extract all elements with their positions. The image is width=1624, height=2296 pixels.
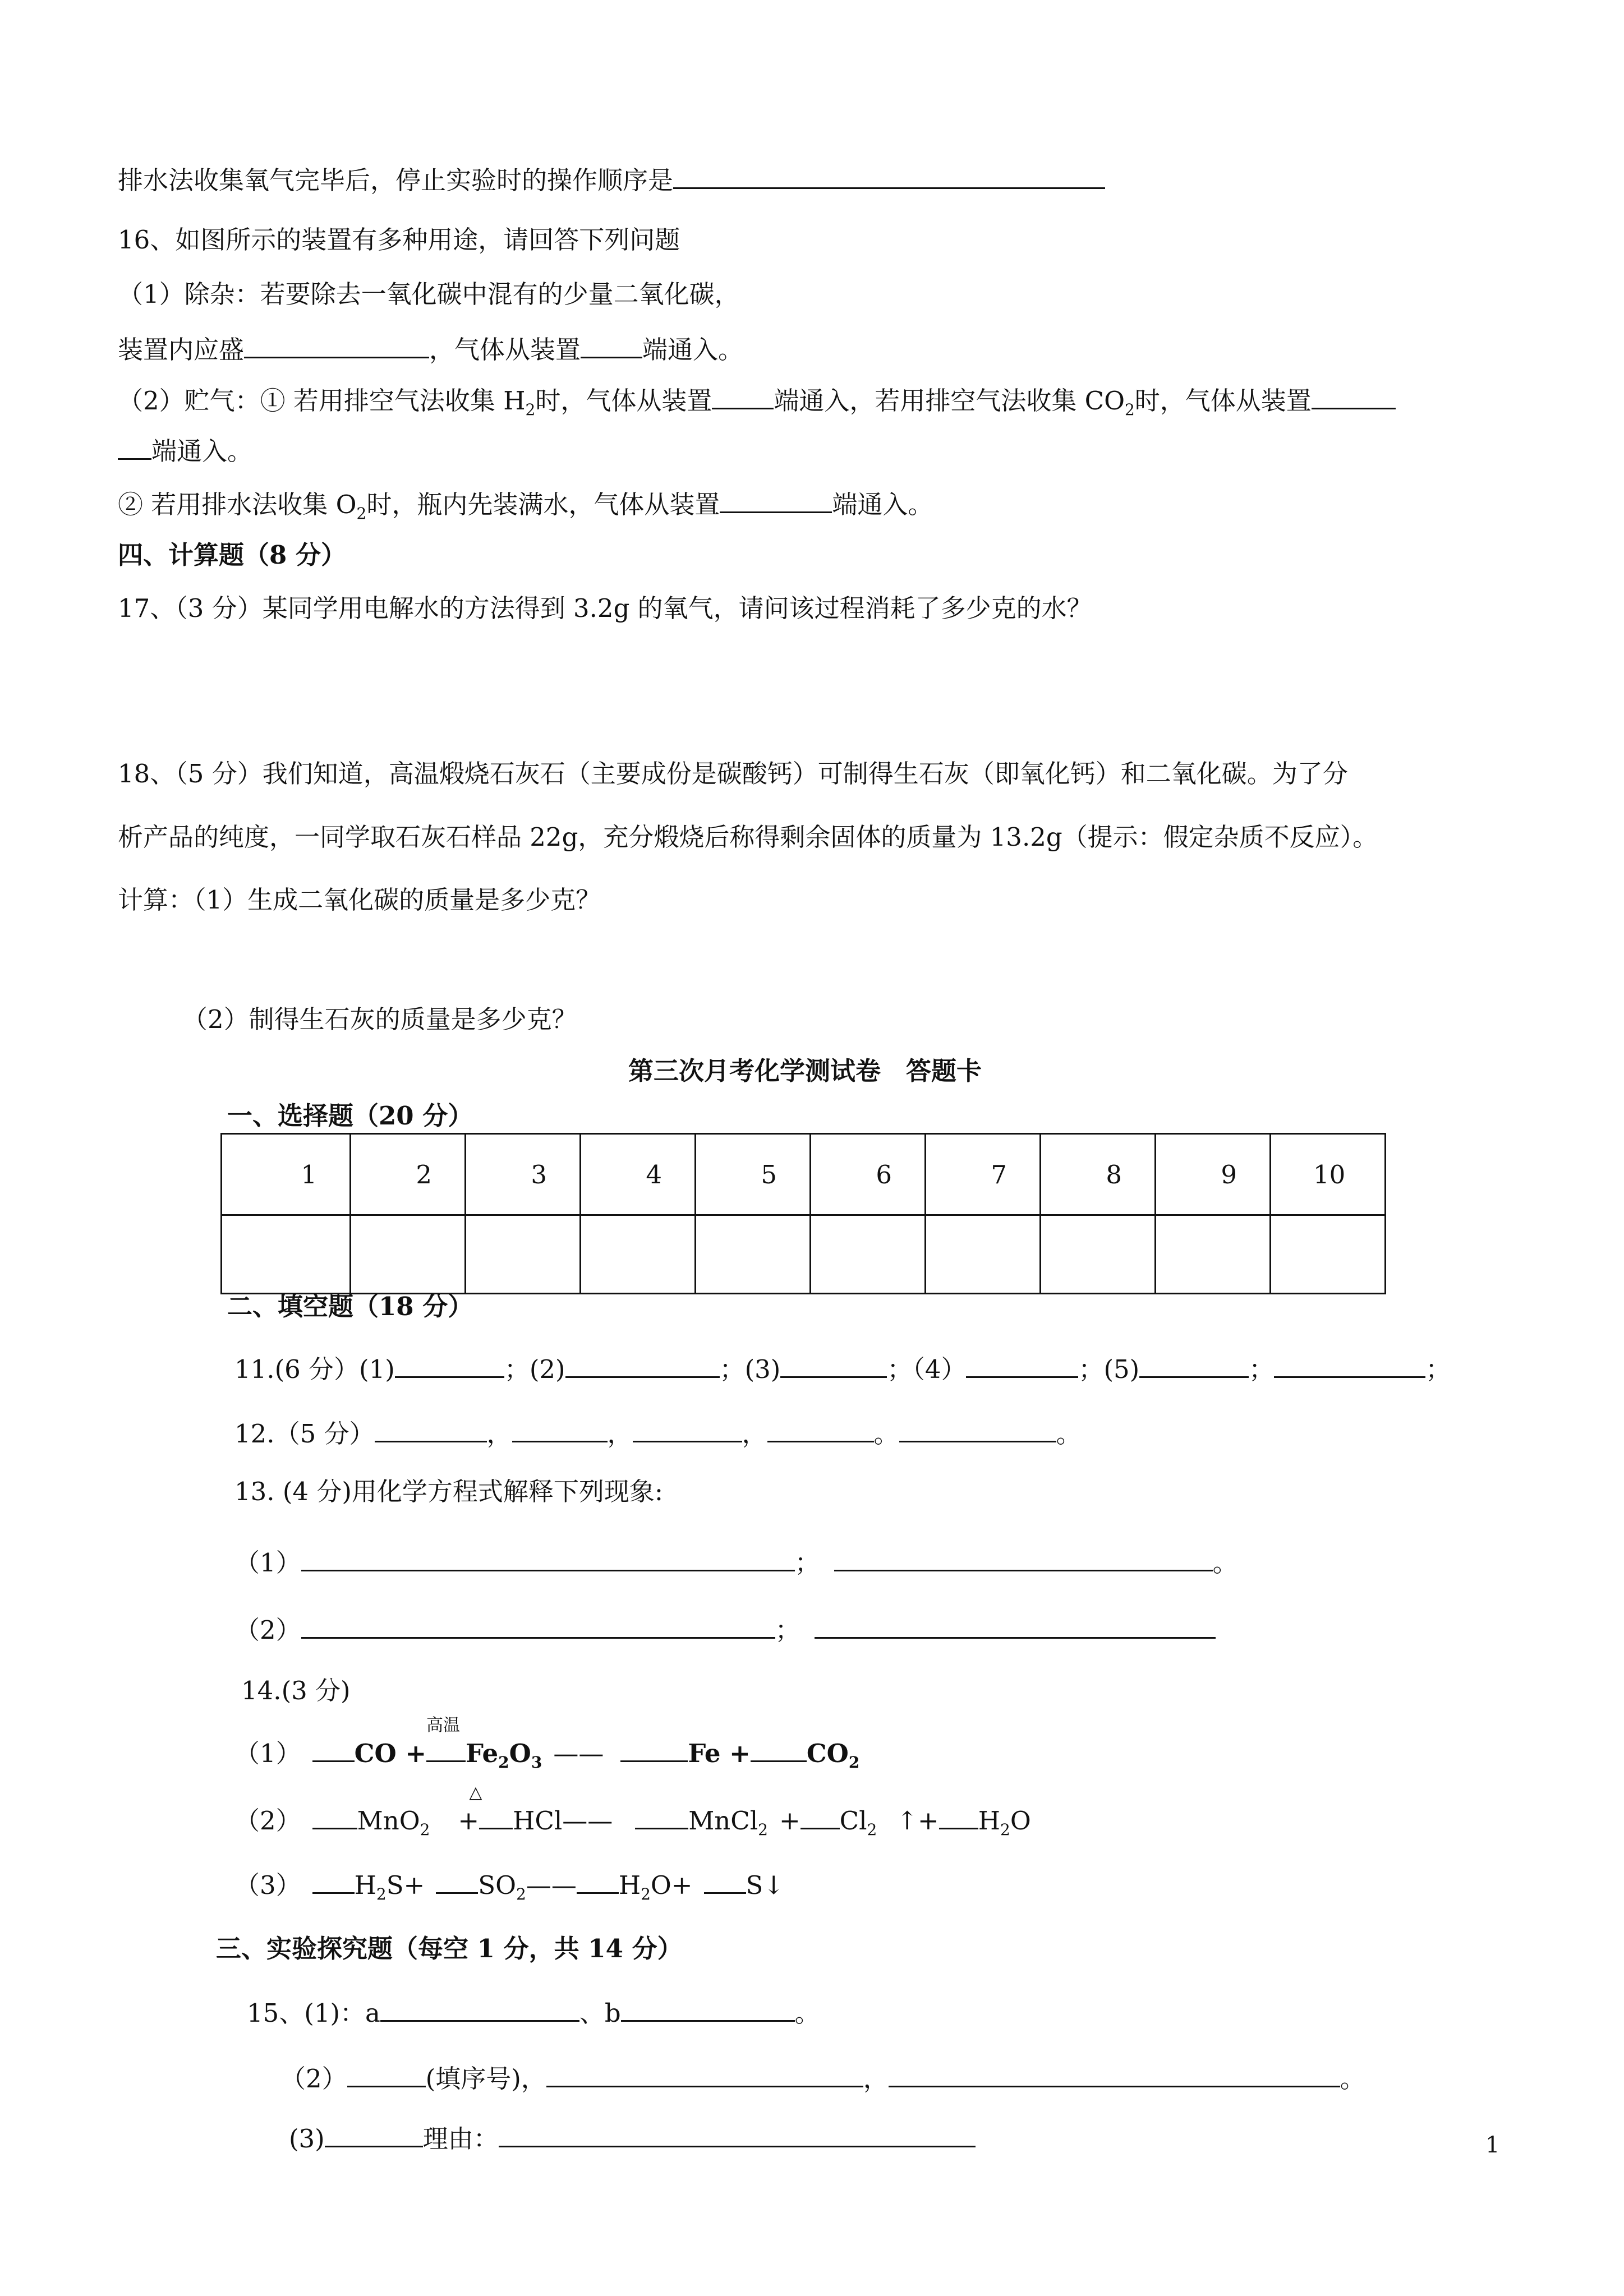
question-16-1a: （1）除杂：若要除去一氧化碳中混有的少量二氧化碳，: [118, 279, 740, 309]
answer-blank[interactable]: [565, 1352, 720, 1378]
text: O+: [650, 1870, 693, 1900]
answer-blank[interactable]: [966, 1352, 1078, 1378]
question-18d: （2）制得生石灰的质量是多少克？: [182, 1004, 577, 1034]
table-answer-row: [222, 1215, 1386, 1294]
answer-blank[interactable]: [635, 1803, 688, 1829]
question-16-2b: [118, 434, 252, 468]
text: S+: [386, 1870, 425, 1900]
text: ；(5): [1078, 1354, 1140, 1384]
answer-blank[interactable]: [751, 1736, 807, 1762]
answer-blank[interactable]: [301, 1545, 795, 1571]
text: （3）: [234, 1870, 301, 1900]
question-17: 17、（3 分）某同学用电解水的方法得到 3.2g 的氧气，请问该过程消耗了多少克的水？: [118, 593, 1092, 623]
answer-blank[interactable]: [581, 332, 642, 358]
answer-cell[interactable]: [696, 1215, 811, 1294]
text: 排水法收集氧气完毕后，停止实验时的操作顺序是: [118, 165, 674, 195]
text: MnO: [357, 1806, 420, 1836]
answer-blank[interactable]: [801, 1803, 840, 1829]
text: H: [354, 1870, 376, 1900]
text: (填序号)，: [425, 2064, 546, 2094]
text: 11.(6 分）(1): [234, 1354, 395, 1384]
text: ，: [607, 1419, 633, 1449]
text: ，: [863, 2064, 889, 2094]
text: 时，气体从装置: [1134, 386, 1312, 416]
answer-12: [234, 1416, 1082, 1451]
formula: [688, 1806, 768, 1839]
reaction-condition: △: [469, 1783, 482, 1802]
text: 时，气体从装置: [535, 386, 712, 416]
text: ；: [775, 1615, 801, 1645]
answer-blank[interactable]: [375, 1416, 487, 1442]
answer-cell[interactable]: [811, 1215, 926, 1294]
formula: [478, 1870, 526, 1903]
text: （2）: [280, 2064, 347, 2094]
answer-cell[interactable]: [1271, 1215, 1386, 1294]
text: 15、(1)：a: [247, 1998, 380, 2028]
subscript: 2: [1124, 400, 1135, 419]
table-header-cell: 3: [466, 1134, 581, 1215]
text: ；（4）: [887, 1354, 967, 1384]
text: (3): [289, 2124, 325, 2154]
table-header-cell: 4: [581, 1134, 696, 1215]
answer-13: 13. (4 分)用化学方程式解释下列现象:: [234, 1477, 664, 1506]
answer-blank[interactable]: [347, 2061, 426, 2087]
formula: [839, 1806, 877, 1839]
text: +: [779, 1806, 801, 1836]
answer-blank[interactable]: [720, 487, 832, 513]
table-header-cell: 7: [926, 1134, 1041, 1215]
answer-13-2: [234, 1612, 1216, 1647]
answer-blank[interactable]: [889, 2061, 1340, 2087]
answer-blank[interactable]: [312, 1868, 355, 1894]
text: ，: [742, 1419, 767, 1449]
text: 。: [1340, 2064, 1365, 2094]
text: ；: [1249, 1354, 1275, 1384]
table-header-cell: 10: [1271, 1134, 1386, 1215]
answer-blank[interactable]: [325, 2121, 423, 2147]
answer-15-2: [280, 2061, 1365, 2096]
formula: [618, 1870, 693, 1903]
answer-blank[interactable]: [312, 1803, 357, 1829]
answer-table: [220, 1133, 1386, 1294]
answer-blank[interactable]: [1274, 1352, 1425, 1378]
answer-cell[interactable]: [466, 1215, 581, 1294]
answer-blank[interactable]: [633, 1416, 742, 1442]
formula: [357, 1806, 430, 1839]
question-16: 16、如图所示的装置有多种用途，请回答下列问题: [118, 225, 680, 255]
formula: [466, 1739, 542, 1772]
page-number: 1: [1485, 2132, 1500, 2158]
text: 时，瓶内先装满水，气体从装置: [366, 490, 720, 519]
answer-blank[interactable]: [312, 1736, 355, 1762]
table-header-cell: 1: [222, 1134, 351, 1215]
answer-blank[interactable]: [620, 1736, 688, 1762]
text: 12.（5 分）: [234, 1419, 375, 1449]
answer-blank[interactable]: [426, 1736, 466, 1762]
text: ，气体从装置: [429, 335, 581, 365]
answer-11: [234, 1352, 1451, 1386]
text: MnCl: [688, 1806, 758, 1836]
equation-2: [234, 1783, 1031, 1839]
answer-blank[interactable]: [899, 1416, 1056, 1442]
answer-blank[interactable]: [1139, 1352, 1249, 1378]
equation-1: [234, 1716, 860, 1772]
answer-15-3: [289, 2121, 976, 2156]
question-16-2c: [118, 487, 933, 522]
formula: CO +: [354, 1739, 427, 1768]
answer-blank[interactable]: [380, 1995, 579, 2022]
text: O: [509, 1739, 531, 1768]
subscript: 2: [516, 1885, 526, 1903]
answer-blank[interactable]: [118, 434, 151, 460]
table-header-cell: 8: [1041, 1134, 1156, 1215]
section-2-heading: 二、填空题（18 分）: [227, 1292, 473, 1321]
table-header-cell: 5: [696, 1134, 811, 1215]
reaction-condition: 高温: [426, 1716, 461, 1735]
question-18a: 18、（5 分）我们知道，高温煅烧石灰石（主要成份是碳酸钙）可制得生石灰（即氧化钙）和二氧化碳。为了分: [118, 759, 1348, 789]
formula: [354, 1870, 425, 1903]
text: （2）: [234, 1806, 301, 1836]
text: ；(2): [504, 1354, 565, 1384]
text: （1）: [234, 1548, 301, 1578]
answer-blank[interactable]: [436, 1868, 478, 1894]
answer-card-title: 第三次月考化学测试卷 答题卡: [628, 1056, 982, 1086]
answer-blank[interactable]: [673, 163, 1105, 189]
question-16-1b: [118, 332, 743, 367]
answer-blank[interactable]: [939, 1803, 978, 1829]
answer-14: 14.(3 分): [241, 1676, 351, 1705]
subscript: 2: [356, 504, 367, 523]
text: 。: [1212, 1548, 1238, 1578]
answer-13-1: [234, 1545, 1238, 1580]
text: 装置内应盛: [118, 335, 245, 365]
text: 、b: [579, 1998, 621, 2028]
answer-blank[interactable]: [499, 2121, 976, 2147]
answer-cell[interactable]: [351, 1215, 466, 1294]
answer-blank[interactable]: [244, 332, 429, 358]
text: ↑+: [896, 1806, 939, 1836]
subscript: 2: [867, 1820, 877, 1839]
answer-blank[interactable]: [834, 1545, 1213, 1571]
answer-blank[interactable]: [1312, 383, 1396, 409]
section-3-heading: 三、实验探究题（每空 1 分，共 14 分）: [216, 1934, 683, 1963]
section-4-heading: 四、计算题（8 分）: [118, 540, 346, 570]
text: ；(3): [719, 1354, 781, 1384]
text: （2）: [234, 1615, 301, 1645]
answer-cell[interactable]: [1156, 1215, 1271, 1294]
arrow: ↓: [763, 1870, 785, 1900]
table-header-cell: 6: [811, 1134, 926, 1215]
subscript: 2: [641, 1885, 651, 1903]
arrow: ——: [553, 1739, 604, 1768]
question-18c: 计算：（1）生成二氧化碳的质量是多少克？: [118, 885, 601, 915]
subscript: 3: [531, 1753, 542, 1772]
question-18b: 析产品的纯度，一同学取石灰石样品 22g，充分煅烧后称得剩余固体的质量为 13.2g（提示：假定杂质不反应）。: [118, 822, 1378, 852]
question-16-2a: [118, 383, 1396, 418]
text: ② 若用排水法收集 O: [118, 490, 357, 519]
table-header-cell: 2: [351, 1134, 466, 1215]
subscript: 2: [1000, 1820, 1010, 1839]
arrow: ——: [526, 1870, 577, 1900]
answer-15-1: [247, 1995, 820, 2030]
equation-3: [234, 1868, 784, 1902]
text: ；: [1425, 1354, 1451, 1384]
answer-cell[interactable]: [581, 1215, 696, 1294]
answer-blank[interactable]: [301, 1612, 775, 1639]
text: 端通入。: [642, 335, 744, 365]
text: 端通入。: [151, 436, 253, 466]
section-1-heading: 一、选择题（20 分）: [227, 1101, 473, 1131]
formula: HCl——: [513, 1806, 613, 1836]
text: SO: [478, 1870, 516, 1900]
text: Fe: [466, 1739, 499, 1768]
subscript: 2: [420, 1820, 430, 1839]
text: 。: [1056, 1419, 1082, 1449]
answer-blank[interactable]: [546, 2061, 863, 2087]
answer-cell[interactable]: [222, 1215, 351, 1294]
answer-cell[interactable]: [1041, 1215, 1156, 1294]
text: ；: [794, 1548, 820, 1578]
subscript: 2: [498, 1753, 509, 1772]
answer-blank[interactable]: [479, 1803, 513, 1829]
answer-blank[interactable]: [577, 1868, 619, 1894]
text: O: [1010, 1806, 1031, 1836]
line-1: [118, 163, 1105, 197]
text: 。: [794, 1998, 820, 2028]
text: Cl: [839, 1806, 867, 1836]
text: H: [618, 1870, 641, 1900]
table-header-cell: 9: [1156, 1134, 1271, 1215]
text: +: [458, 1806, 480, 1836]
table-header-row: [222, 1134, 1386, 1215]
answer-blank[interactable]: [395, 1352, 504, 1378]
text: （2）贮气：① 若用排空气法收集 H: [118, 386, 526, 416]
text: 端通入。: [832, 490, 933, 519]
text: ，: [486, 1419, 512, 1449]
text: H: [978, 1806, 1000, 1836]
answer-cell[interactable]: [926, 1215, 1041, 1294]
answer-blank[interactable]: [780, 1352, 887, 1378]
text: 。: [873, 1419, 899, 1449]
subscript: 2: [525, 400, 536, 419]
answer-blank[interactable]: [815, 1612, 1216, 1639]
answer-blank[interactable]: [512, 1416, 608, 1442]
answer-blank[interactable]: [712, 383, 774, 409]
formula: [978, 1806, 1031, 1839]
formula: Fe +: [688, 1739, 751, 1768]
text: 理由：: [422, 2124, 499, 2154]
answer-blank[interactable]: [704, 1868, 746, 1894]
text: 端通入，若用排空气法收集 CO: [774, 386, 1125, 416]
answer-blank[interactable]: [767, 1416, 874, 1442]
subscript: 2: [758, 1820, 768, 1839]
text: （1）: [234, 1739, 301, 1768]
text: CO: [806, 1739, 849, 1768]
subscript: 2: [848, 1753, 860, 1772]
formula: S: [746, 1870, 763, 1900]
subscript: 2: [376, 1885, 387, 1903]
formula: [806, 1739, 860, 1772]
answer-blank[interactable]: [621, 1995, 795, 2022]
